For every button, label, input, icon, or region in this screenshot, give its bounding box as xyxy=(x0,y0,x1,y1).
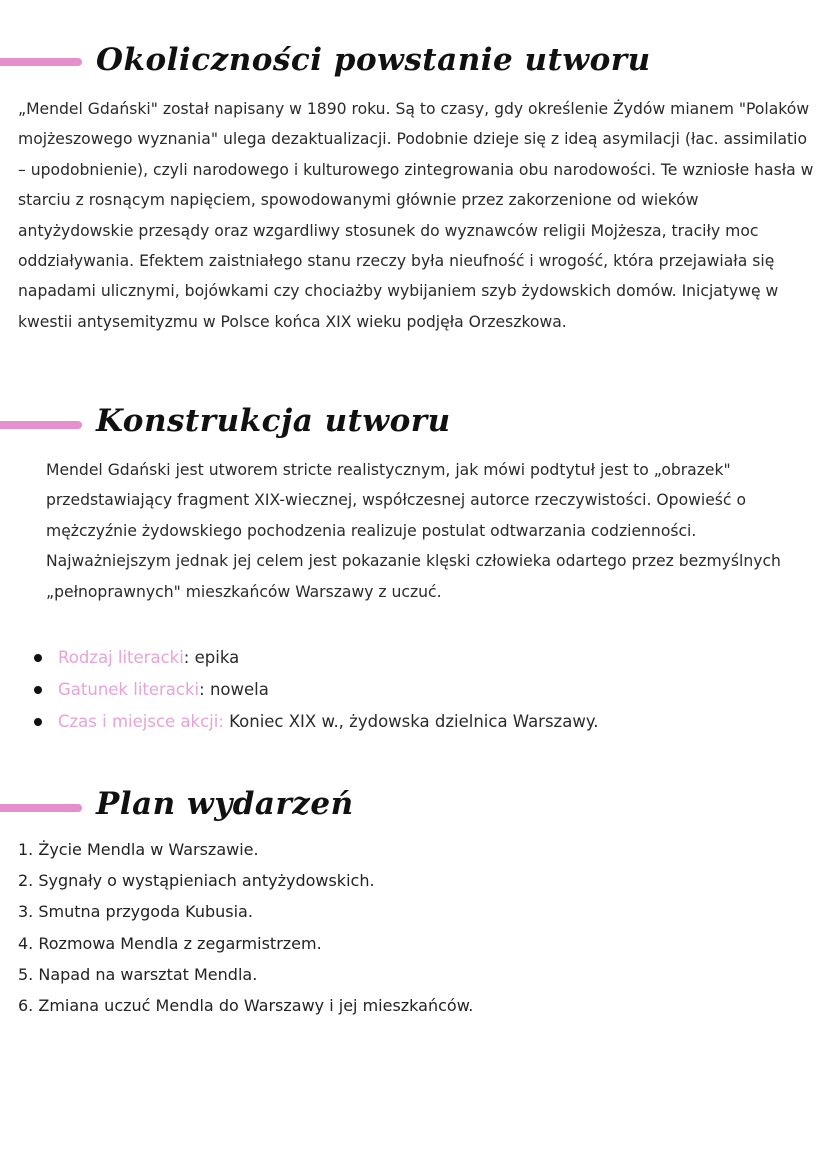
section-header-konstrukcja xyxy=(0,393,828,453)
section-header-okolicznosci xyxy=(0,38,828,98)
section-heading: Konstrukcja utworu xyxy=(96,403,451,439)
fact-value: nowela xyxy=(209,680,269,699)
bullet-icon xyxy=(34,686,42,694)
accent-bar xyxy=(0,58,82,66)
section-heading: Plan wydarzeń xyxy=(96,786,354,822)
accent-bar xyxy=(0,421,82,429)
list-item: 4. Rozmowa Mendla z zegarmistrzem. xyxy=(18,933,322,953)
fact-separator: : xyxy=(183,648,195,667)
bullet-icon xyxy=(34,718,42,726)
context-paragraph xyxy=(18,94,818,337)
list-item xyxy=(34,642,598,674)
section-header-plan xyxy=(0,778,828,838)
paragraph-text: Mendel Gdański jest utworem stricte realistycznym, jak mówi podtytuł jest to „obrazek" przedstawiający fragment XIX-wiecznej, współczesnej autorce rzeczywistości. Opowieść o mężczyźnie żydowskiego pochodzenia realizuje postulat odtwarzania codzienności. Najważniejszym jednak jej celem jest pokazanie klęski człowieka odartego przez bezmyślnych „pełnoprawnych" mieszkańców Warszawy z uczuć. xyxy=(46,461,781,601)
section-heading: Okoliczności powstanie utworu xyxy=(96,42,651,78)
fact-label: Gatunek literacki xyxy=(58,680,200,699)
facts-list xyxy=(34,642,598,738)
fact-value: Koniec XIX w., żydowska dzielnica Warszawy. xyxy=(229,712,599,731)
bullet-icon xyxy=(34,654,42,662)
fact-label: Czas i miejsce akcji: xyxy=(58,712,224,731)
construction-paragraph xyxy=(46,455,814,607)
list-item xyxy=(34,706,598,738)
accent-bar xyxy=(0,804,82,812)
paragraph-text: „Mendel Gdański" został napisany w 1890 roku. Są to czasy, gdy określenie Żydów mianem "Polaków mojżeszowego wyznania" ulega dezaktualizacji. Podobnie dzieje się z ideą asymilacji (łac. assimilatio – upodobnienie), czyli narodowego i kulturowego zintegrowania obu narodowości. Te wzniosłe hasła w starciu z rosnącym napięciem, spowodowanymi głównie przez zakorzenione od wieków antyżydowskie przesądy oraz wzgardliwy stosunek do wyznawców religii Mojżesza, traciły moc oddziaływania. Efektem zaistniałego stanu rzeczy była nieufność i wrogość, która przejawiała się napadami ulicznymi, bojówkami czy chociażby wybijaniem szyb żydowskich domów. Inicjatywę w kwestii antysemityzmu w Polsce końca XIX wieku podjęła Orzeszkowa. xyxy=(18,100,814,331)
list-item: 1. Życie Mendla w Warszawie. xyxy=(18,840,259,859)
plan-list xyxy=(18,834,473,1021)
fact-separator: : xyxy=(199,680,210,699)
fact-label: Rodzaj literacki xyxy=(58,648,184,667)
fact-value: epika xyxy=(194,648,240,667)
list-item: 5. Napad na warsztat Mendla. xyxy=(18,964,258,984)
list-item xyxy=(34,674,598,706)
list-item: 6. Zmiana uczuć Mendla do Warszawy i jej mieszkańców. xyxy=(18,996,474,1016)
list-item: 3. Smutna przygoda Kubusia. xyxy=(18,902,253,922)
list-item: 2. Sygnały o wystąpieniach antyżydowskich. xyxy=(18,871,375,891)
